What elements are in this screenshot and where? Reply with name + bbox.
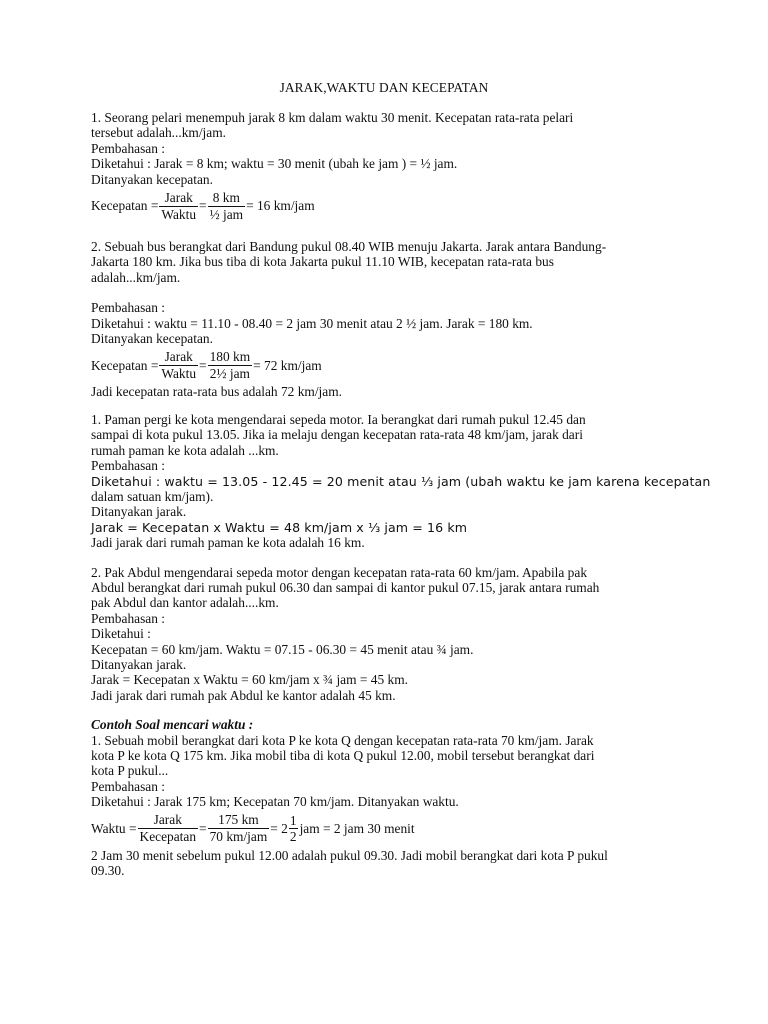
question-line: kota P pukul... xyxy=(91,763,169,779)
problem-2 xyxy=(91,239,681,400)
fraction-denominator: 70 km/jam xyxy=(209,829,268,845)
fraction-denominator: Waktu xyxy=(161,365,197,381)
problem-5 xyxy=(91,717,681,878)
calculation-text: Jarak = Kecepatan x Waktu = 60 km/jam x ¾ jam = 45 km. xyxy=(91,672,408,688)
fraction xyxy=(159,190,198,223)
speed-formula xyxy=(91,187,681,225)
question-line: adalah...km/jam. xyxy=(91,269,181,285)
fraction-denominator: ½ jam xyxy=(209,206,244,222)
question-line: rumah paman ke kota adalah ...km. xyxy=(91,442,279,458)
question-line: Jakarta 180 km. Jika bus tiba di kota Jakarta pukul 11.10 WIB, kecepatan rata-rata bus xyxy=(91,254,554,270)
problem-1 xyxy=(91,110,681,225)
diketahui-text: Diketahui : waktu = 13.05 - 12.45 = 20 menit atau ⅓ jam (ubah waktu ke jam karena kecepatan xyxy=(91,473,711,489)
fraction-denominator: 2½ jam xyxy=(209,365,250,381)
equals-sign: = xyxy=(199,198,207,214)
pembahasan-label: Pembahasan : xyxy=(91,610,166,626)
ditanyakan-text: Ditanyakan kecepatan. xyxy=(91,331,213,347)
fraction-denominator: Kecepatan xyxy=(139,829,197,845)
fraction xyxy=(159,349,198,382)
conclusion-text: 2 Jam 30 menit sebelum pukul 12.00 adalah pukul 09.30. Jadi mobil berangkat dari kota P pukul xyxy=(91,847,608,863)
fraction-numerator: Jarak xyxy=(164,189,193,205)
formula-lhs: Kecepatan = xyxy=(91,357,159,373)
pembahasan-label: Pembahasan : xyxy=(91,300,166,316)
pembahasan-label: Pembahasan : xyxy=(91,778,166,794)
question-line: 2. Sebuah bus berangkat dari Bandung pukul 08.40 WIB menuju Jakarta. Jarak antara Bandung- xyxy=(91,239,607,255)
diketahui-text: Diketahui : Jarak = 8 km; waktu = 30 menit (ubah ke jam ) = ½ jam. xyxy=(91,156,458,172)
ditanyakan-text: Ditanyakan jarak. xyxy=(91,504,187,520)
equals-sign: = 2 xyxy=(270,820,288,836)
fraction-denominator: 2 xyxy=(289,829,297,845)
problem-3 xyxy=(91,411,711,551)
fraction xyxy=(208,190,245,223)
diketahui-text: dalam satuan km/jam). xyxy=(91,488,214,504)
fraction xyxy=(208,812,270,845)
ditanyakan-text: Ditanyakan kecepatan. xyxy=(91,171,213,187)
question-line: Abdul berangkat dari rumah pukul 06.30 dan sampai di kantor pukul 07.15, jarak antara rumah xyxy=(91,579,600,595)
diketahui-text: Kecepatan = 60 km/jam. Waktu = 07.15 - 06.30 = 45 menit atau ¾ jam. xyxy=(91,641,474,657)
question-line: tersebut adalah...km/jam. xyxy=(91,125,226,141)
formula-result: = 72 km/jam xyxy=(253,357,322,373)
question-line: 2. Pak Abdul mengendarai sepeda motor dengan kecepatan rata-rata 60 km/jam. Apabila pak xyxy=(91,564,588,580)
calculation-text: Jarak = Kecepatan x Waktu = 48 km/jam x ⅓ jam = 16 km xyxy=(91,519,468,535)
question-line: sampai di kota pukul 13.05. Jika ia melaju dengan kecepatan rata-rata 48 km/jam, jarak dari xyxy=(91,427,583,443)
formula-result: jam = 2 jam 30 menit xyxy=(299,820,415,836)
fraction-numerator: 180 km xyxy=(209,348,251,364)
pembahasan-label: Pembahasan : xyxy=(91,140,166,156)
fraction xyxy=(138,812,199,845)
fraction-numerator: 175 km xyxy=(218,812,259,828)
conclusion-text: 09.30. xyxy=(91,863,125,879)
conclusion-text: Jadi jarak dari rumah paman ke kota adalah 16 km. xyxy=(91,535,365,551)
diketahui-text: Diketahui : Jarak 175 km; Kecepatan 70 km/jam. Ditanyakan waktu. xyxy=(91,794,459,810)
equals-sign: = xyxy=(199,820,207,836)
ditanyakan-text: Ditanyakan jarak. xyxy=(91,656,187,672)
fraction-numerator: 1 xyxy=(289,813,297,829)
conclusion-text: Jadi kecepatan rata-rata bus adalah 72 km/jam. xyxy=(91,384,342,400)
question-line: pak Abdul dan kantor adalah....km. xyxy=(91,595,279,611)
question-line: 1. Sebuah mobil berangkat dari kota P ke kota Q dengan kecepatan rata-rata 70 km/jam. Jarak xyxy=(91,732,594,748)
document-body xyxy=(91,110,711,879)
document-title: JARAK,WAKTU DAN KECEPATAN xyxy=(279,80,489,95)
fraction-denominator: Waktu xyxy=(161,206,197,222)
diketahui-label: Diketahui : xyxy=(91,626,151,642)
diketahui-text: Diketahui : waktu = 11.10 - 08.40 = 2 jam 30 menit atau 2 ½ jam. Jarak = 180 km. xyxy=(91,315,533,331)
problem-4 xyxy=(91,565,681,704)
question-line: kota P ke kota Q 175 km. Jika mobil tiba di kota Q pukul 12.00, mobil tersebut berangkat dari xyxy=(91,748,595,763)
section-heading: Contoh Soal mencari waktu : xyxy=(91,717,254,733)
question-line: 1. Paman pergi ke kota mengendarai sepeda motor. Ia berangkat dari rumah pukul 12.45 dan xyxy=(91,411,586,427)
fraction xyxy=(208,349,253,382)
fraction-numerator: 8 km xyxy=(212,189,240,205)
question-line: 1. Seorang pelari menempuh jarak 8 km dalam waktu 30 menit. Kecepatan rata-rata pelari xyxy=(91,110,574,125)
formula-lhs: Kecepatan = xyxy=(91,198,159,214)
time-formula xyxy=(91,810,681,848)
fraction-numerator: Jarak xyxy=(153,812,182,828)
formula-result: = 16 km/jam xyxy=(246,198,315,214)
speed-formula xyxy=(91,346,681,384)
formula-lhs: Waktu = xyxy=(91,820,137,836)
equals-sign: = xyxy=(199,357,207,373)
conclusion-text: Jadi jarak dari rumah pak Abdul ke kantor adalah 45 km. xyxy=(91,687,396,703)
mixed-fraction xyxy=(289,813,298,844)
fraction-numerator: Jarak xyxy=(164,348,193,364)
pembahasan-label: Pembahasan : xyxy=(91,458,166,474)
